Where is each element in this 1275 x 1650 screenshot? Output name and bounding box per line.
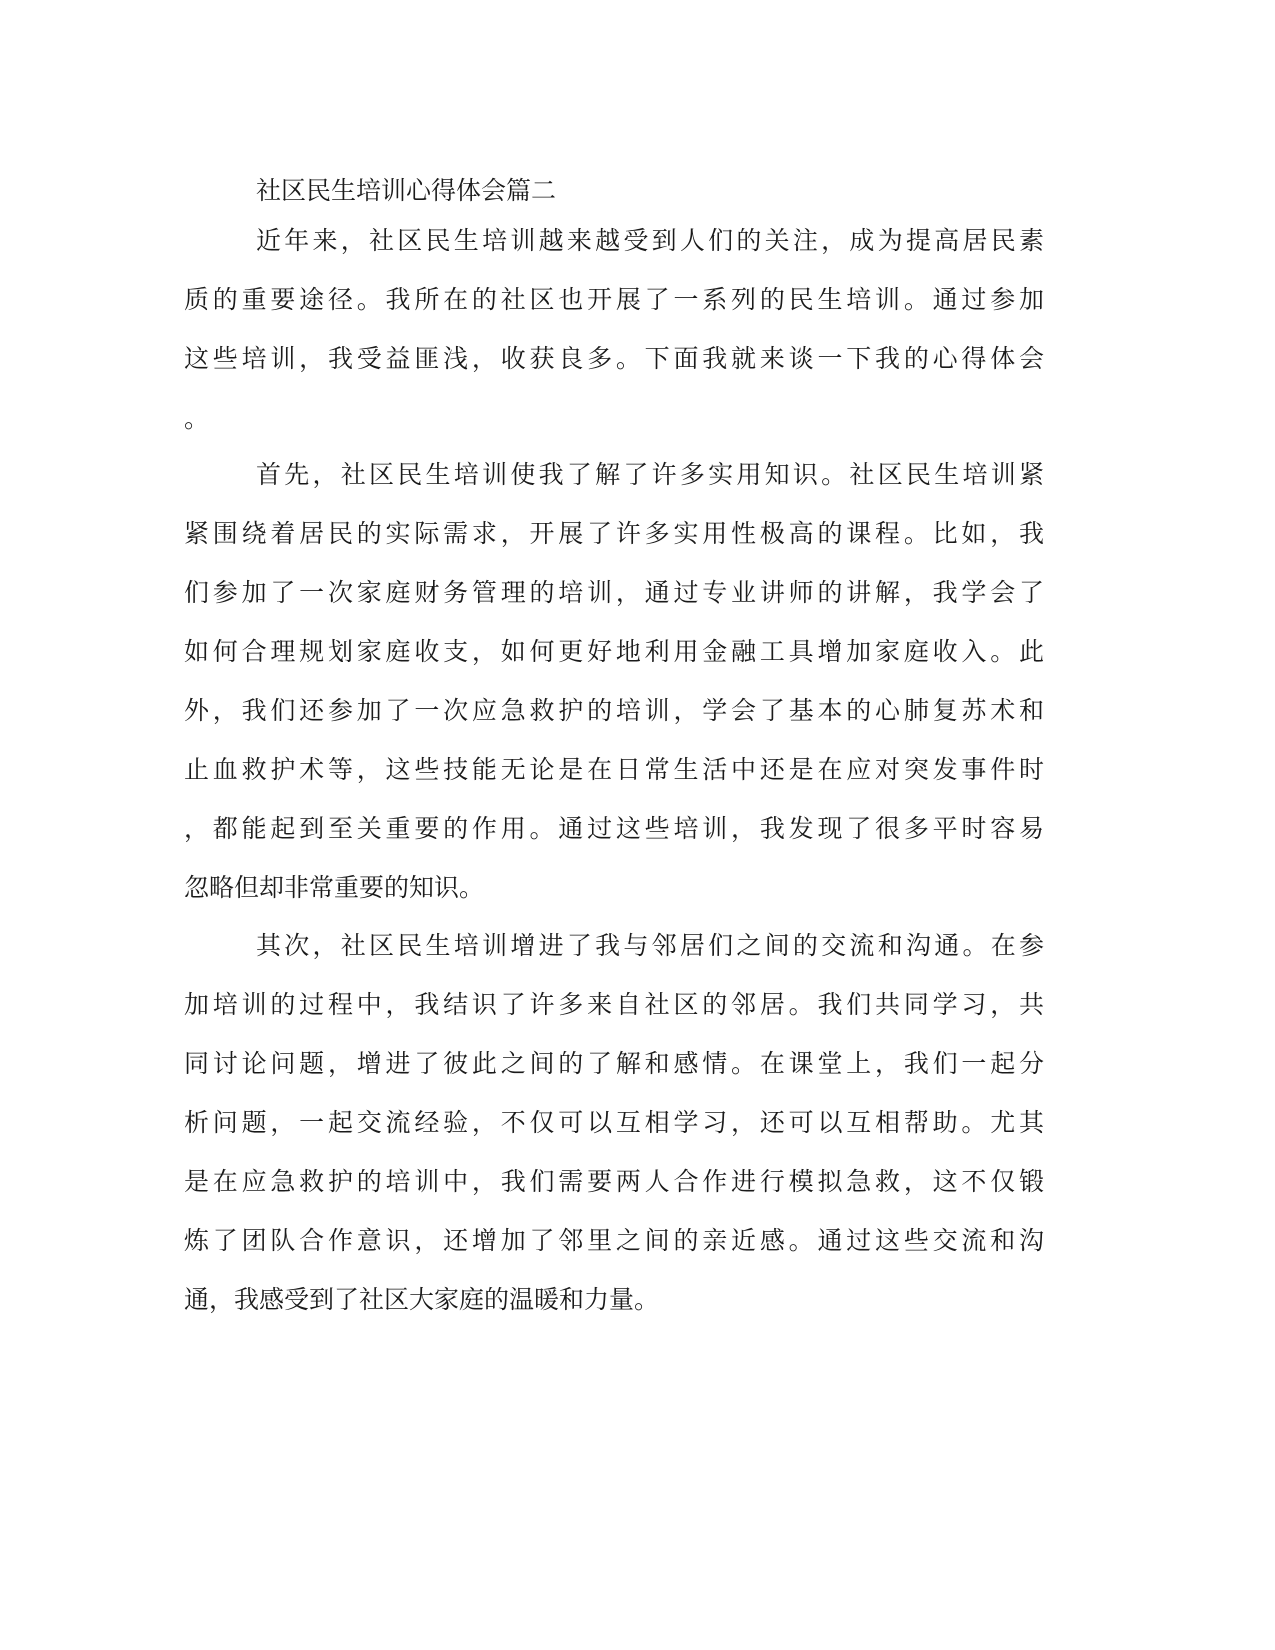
paragraph-line: 紧围绕着居民的实际需求，开展了许多实用性极高的课程。比如，我 xyxy=(184,519,1044,548)
paragraph-line: 析问题，一起交流经验，不仅可以互相学习，还可以互相帮助。尤其 xyxy=(184,1108,1044,1137)
paragraph-line: 其次，社区民生培训增进了我与邻居们之间的交流和沟通。在参 xyxy=(256,931,1044,960)
paragraph-line: 如何合理规划家庭收支，如何更好地利用金融工具增加家庭收入。此 xyxy=(184,637,1044,666)
paragraph-line: 首先，社区民生培训使我了解了许多实用知识。社区民生培训紧 xyxy=(256,460,1044,489)
paragraph-line: 炼了团队合作意识，还增加了邻里之间的亲近感。通过这些交流和沟 xyxy=(184,1226,1044,1255)
paragraph-line: 忽略但却非常重要的知识。 xyxy=(184,873,485,902)
paragraph-line: ，都能起到至关重要的作用。通过这些培训，我发现了很多平时容易 xyxy=(184,814,1044,843)
paragraph-line: 外，我们还参加了一次应急救护的培训，学会了基本的心肺复苏术和 xyxy=(184,696,1044,725)
paragraph-line: 通，我感受到了社区大家庭的温暖和力量。 xyxy=(184,1285,660,1314)
paragraph-line: 加培训的过程中，我结识了许多来自社区的邻居。我们共同学习，共 xyxy=(184,990,1044,1019)
paragraph-line: 质的重要途径。我所在的社区也开展了一系列的民生培训。通过参加 xyxy=(184,285,1044,314)
paragraph-line: 。 xyxy=(184,404,210,433)
paragraph-line: 止血救护术等，这些技能无论是在日常生活中还是在应对突发事件时 xyxy=(184,755,1044,784)
paragraph-line: 这些培训，我受益匪浅，收获良多。下面我就来谈一下我的心得体会 xyxy=(184,344,1044,373)
paragraph-line: 同讨论问题，增进了彼此之间的了解和感情。在课堂上，我们一起分 xyxy=(184,1049,1044,1078)
paragraph-line: 们参加了一次家庭财务管理的培训，通过专业讲师的讲解，我学会了 xyxy=(184,578,1044,607)
paragraph-line: 近年来，社区民生培训越来越受到人们的关注，成为提高居民素 xyxy=(256,226,1044,255)
paragraph-line: 是在应急救护的培训中，我们需要两人合作进行模拟急救，这不仅锻 xyxy=(184,1167,1044,1196)
document-title: 社区民生培训心得体会篇二 xyxy=(256,176,557,205)
